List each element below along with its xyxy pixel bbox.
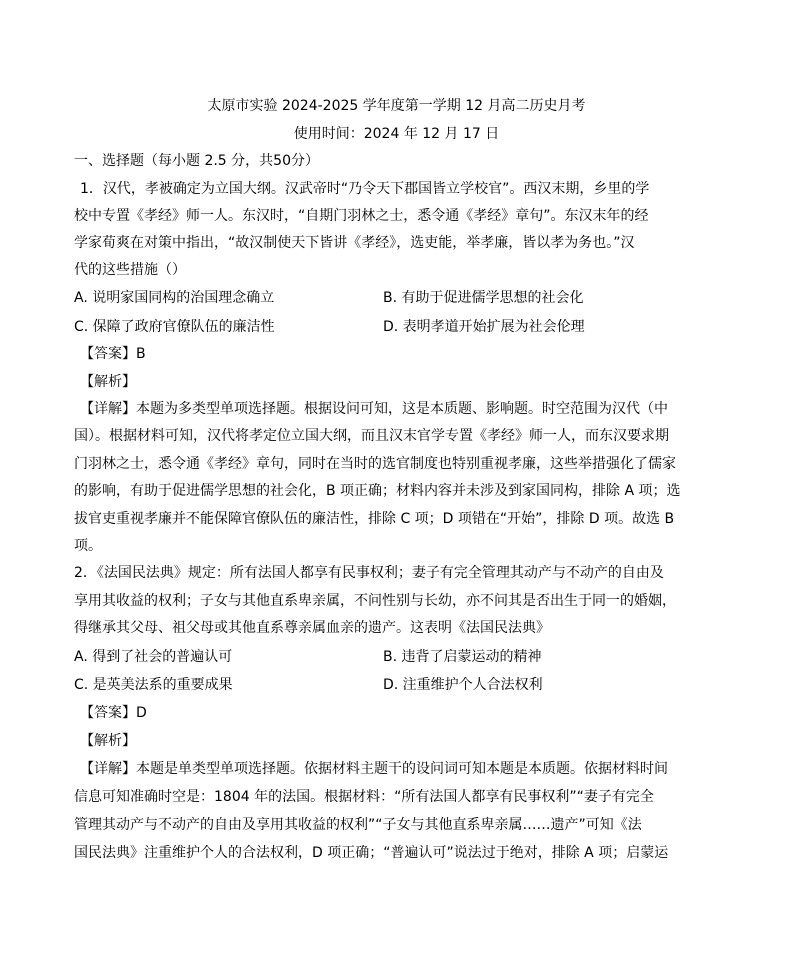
q1-detail-line-4: 的影响，有助于促进儒学思想的社会化，B 项正确；材料内容并未涉及到家国同构，排除 A 项；选 [74, 483, 681, 499]
q1-stem-line-3: 学家荀爽在对策中指出，“故汉制使天下皆讲《孝经》，选吏能，举孝廉，皆以孝为务也。”汉 [74, 235, 635, 251]
q2-option-b: B. 违背了启蒙运动的精神 [383, 649, 542, 665]
q1-option-a: A. 说明家国同构的治国理念确立 [74, 290, 275, 306]
q2-answer: 【答案】D [80, 705, 147, 721]
q1-detail-line-2: 国）。根据材料可知，汉代将孝定位立国大纲，而且汉末官学专置《孝经》师一人，而东汉要求期 [74, 428, 669, 444]
q1-detail-line-6: 项。 [74, 538, 102, 554]
q1-analysis-label: 【解析】 [80, 374, 136, 390]
q2-option-c: C. 是英美法系的重要成果 [74, 677, 233, 693]
q2-detail-line-3: 管理其动产与不动产的自由及享用其收益的权利”“子女与其他直系卑亲属……遗产”可知《法 [74, 817, 642, 833]
q2-detail-line-1: 【详解】本题是单类型单项选择题。依据材料主题干的设问词可知本题是本质题。依据材料时间 [80, 761, 668, 777]
q1-detail-line-5: 拔官吏重视孝廉并不能保障官僚队伍的廉洁性，排除 C 项；D 项错在“开始”，排除 D 项。故选 B [74, 511, 675, 527]
exam-date: 使用时间：2024 年 12 月 17 日 [293, 126, 500, 142]
q2-stem-line-3: 得继承其父母、祖父母或其他直系尊亲属血亲的遗产。这表明《法国民法典》 [74, 620, 550, 636]
section-heading: 一、选择题（每小题 2.5 分，共50分） [74, 153, 319, 169]
q1-detail-line-1: 【详解】本题为多类型单项选择题。根据设问可知，这是本质题、影响题。时空范围为汉代（中 [80, 401, 668, 417]
q1-option-b: B. 有助于促进儒学思想的社会化 [383, 290, 584, 306]
q1-stem-line-1: 1．汉代，孝被确定为立国大纲。汉武帝时“乃令天下郡国皆立学校官”。西汉末期，乡里的学 [80, 181, 650, 197]
q2-detail-line-2: 信息可知准确时空是：1804 年的法国。根据材料：“所有法国人都享有民事权利”“妻子有完全 [74, 789, 654, 805]
q2-stem-line-2: 享用其收益的权利；子女与其他直系卑亲属，不问性别与长幼，亦不问其是否出生于同一的婚姻， [74, 593, 676, 609]
q2-analysis-label: 【解析】 [80, 733, 136, 749]
exam-title: 太原市实验 2024-2025 学年度第一学期 12 月高二历史月考 [207, 98, 586, 114]
q1-option-c: C. 保障了政府官僚队伍的廉洁性 [74, 319, 275, 335]
q2-option-a: A. 得到了社会的普遍认可 [74, 649, 233, 665]
q2-detail-line-4: 国民法典》注重维护个人的合法权利，D 项正确；“普遍认可”说法过于绝对，排除 A 项；启蒙运 [74, 845, 669, 861]
q2-option-d: D. 注重维护个人合法权利 [383, 677, 543, 693]
q2-stem-line-1: 2．《法国民法典》规定：所有法国人都享有民事权利；妻子有完全管理其动产与不动产的自由及 [74, 565, 664, 581]
q1-stem-line-4: 代的这些措施（） [74, 262, 186, 278]
q1-detail-line-3: 门羽林之士，悉令通《孝经》章句，同时在当时的选官制度也特别重视孝廉，这些举措强化了儒家 [74, 456, 676, 472]
q1-answer: 【答案】B [80, 346, 146, 362]
q1-option-d: D. 表明孝道开始扩展为社会伦理 [383, 319, 585, 335]
q1-stem-line-2: 校中专置《孝经》师一人。东汉时，“自期门羽林之士，悉令通《孝经》章句”。东汉末年的经 [74, 208, 649, 224]
